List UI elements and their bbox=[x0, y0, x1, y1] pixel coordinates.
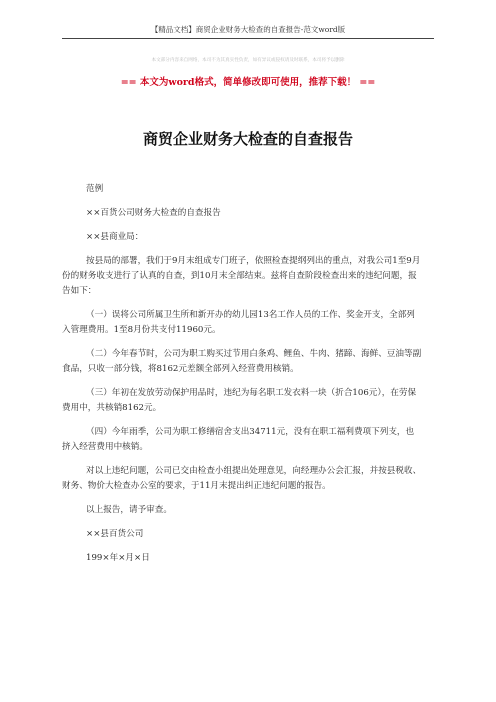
paragraph-intro: 按县局的部署，我们于9月末组成专门班子，依照检查提纲列出的重点，对我公司1至9月份的财务收支进行了认真的自查，到10月末全部结束。兹将自查阶段检查出来的违纪问题，报告如下： bbox=[62, 256, 421, 296]
page-header-title: 【精品文档】商贸企业财务大检查的自查报告-范文word版 bbox=[150, 25, 346, 34]
paragraph-closing: 以上报告，请予审查。 bbox=[86, 505, 172, 515]
paragraph-conclusion: 对以上违纪问题，公司已交由检查小组提出处理意见，向经理办公会汇报，并按县税收、财务、物价大检查办公室的要求，于11月末提出纠正违纪问题的报告。 bbox=[62, 466, 422, 491]
paragraph-item-4: （四）今年雨季，公司为职工修缮宿舍支出34711元，没有在职工福利费项下列支，也挤入经营费用中核销。 bbox=[62, 427, 415, 452]
document-body bbox=[62, 182, 422, 575]
paragraph-date: 199×年×月×日 bbox=[86, 553, 150, 563]
paragraph-subtitle: ××百货公司财务大检查的自查报告 bbox=[86, 208, 221, 218]
header-divider bbox=[62, 38, 434, 39]
paragraph-item-2: （二）今年春节时，公司为职工购买过节用白条鸡、鲤鱼、牛肉、猪蹄、海鲜、豆油等副食品，只收一部分钱，将8162元差额全部列入经营费用核销。 bbox=[62, 349, 422, 374]
disclaimer-text: 本文部分内容来自网络，本司不为其真实性负责，如有异议或侵权请及时联系，本司将予以删除 bbox=[151, 58, 345, 63]
paragraph-item-3: （三）年初在发放劳动保护用品时，违纪为每名职工发衣料一块（折合106元），在劳保费用中，共核销8162元。 bbox=[62, 388, 417, 413]
document-title: 商贸企业财务大检查的自查报告 bbox=[142, 130, 353, 148]
paragraph-signature: ××县百货公司 bbox=[86, 529, 144, 539]
paragraph-item-1: （一）误将公司所属卫生所和新开办的幼儿园13名工作人员的工作、奖金开支，全部列入管理费用。1至8月份共支付11960元。 bbox=[62, 310, 415, 335]
promo-banner: == 本文为word格式，简单修改即可使用，推荐下载！ == bbox=[120, 77, 376, 88]
paragraph-addressee: ××县商业局： bbox=[86, 232, 144, 242]
paragraph-example-label: 范例 bbox=[86, 184, 104, 194]
